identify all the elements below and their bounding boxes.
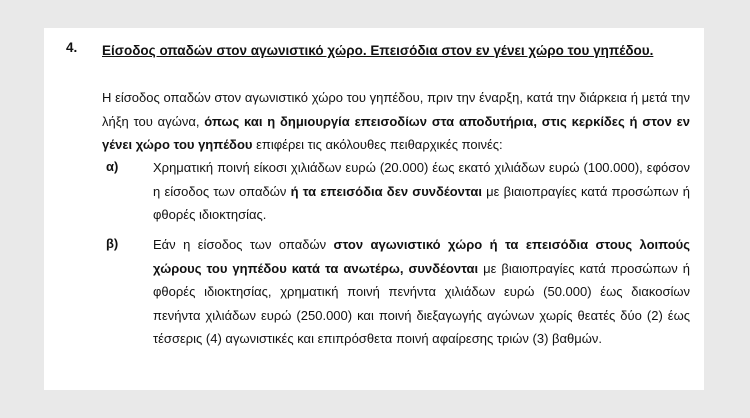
item-a-text-1: Χρηματική ποινή είκοσι χιλιάδων ευρώ (20.000) έως εκατό χιλιάδων ευρώ (100.000), εφόσον η είσοδος των οπαδών xyxy=(153,160,690,199)
intro-bold-text: όπως και η δημιουργία επεισοδίων στα αποδυτήρια, στις κερκίδες ή στον εν γένει χώρο του γηπέδου xyxy=(102,113,691,152)
document-page xyxy=(44,28,704,390)
item-b-text-2: με βιαιοπραγίες κατά προσώπων ή φθορές ιδιοκτησίας, χρηματική ποινή πενήντα χιλιάδων ευρώ (50.000) έως διακοσίων πενήντα χιλιάδων ευρώ (250.000) και ποινή διεξαγωγής αγώνων χωρίς θεατές δύο (2) έως τέσσερις (4) αγωνιστικές και επιπρόσθετα ποινή αφαίρεσης τριών (3) βαθμών. xyxy=(153,260,690,346)
section-heading: Είσοδος οπαδών στον αγωνιστικό χώρο. Επεισόδια στον εν γένει χώρο του γηπέδου. xyxy=(102,43,654,58)
item-b-bold-text: στον αγωνιστικό χώρο ή τα επεισόδια στους λοιπούς χώρους του γηπέδου κατά τα ανωτέρω, συνδέονται xyxy=(153,237,690,276)
intro-text-1: Η είσοδος οπαδών στον αγωνιστικό χώρο του γηπέδου, πριν την έναρξη, κατά την διάρκεια ή μετά την λήξη του αγώνα, xyxy=(102,90,690,129)
intro-text-2: επιφέρει τις ακόλουθες πειθαρχικές ποινές: xyxy=(252,137,503,152)
section-number: 4. xyxy=(66,40,78,55)
item-a-bold-text: ή τα επεισόδια δεν συνδέονται xyxy=(290,183,482,199)
item-b-text-1: Εάν η είσοδος των οπαδών xyxy=(153,237,334,252)
item-a-text-2: με βιαιοπραγίες κατά προσώπων ή φθορές ιδιοκτησίας. xyxy=(153,183,691,222)
item-b-label: β) xyxy=(106,236,119,251)
item-a-text xyxy=(153,156,690,227)
intro-paragraph xyxy=(102,86,690,157)
item-a-label: α) xyxy=(106,159,119,174)
item-b-text xyxy=(153,233,690,351)
